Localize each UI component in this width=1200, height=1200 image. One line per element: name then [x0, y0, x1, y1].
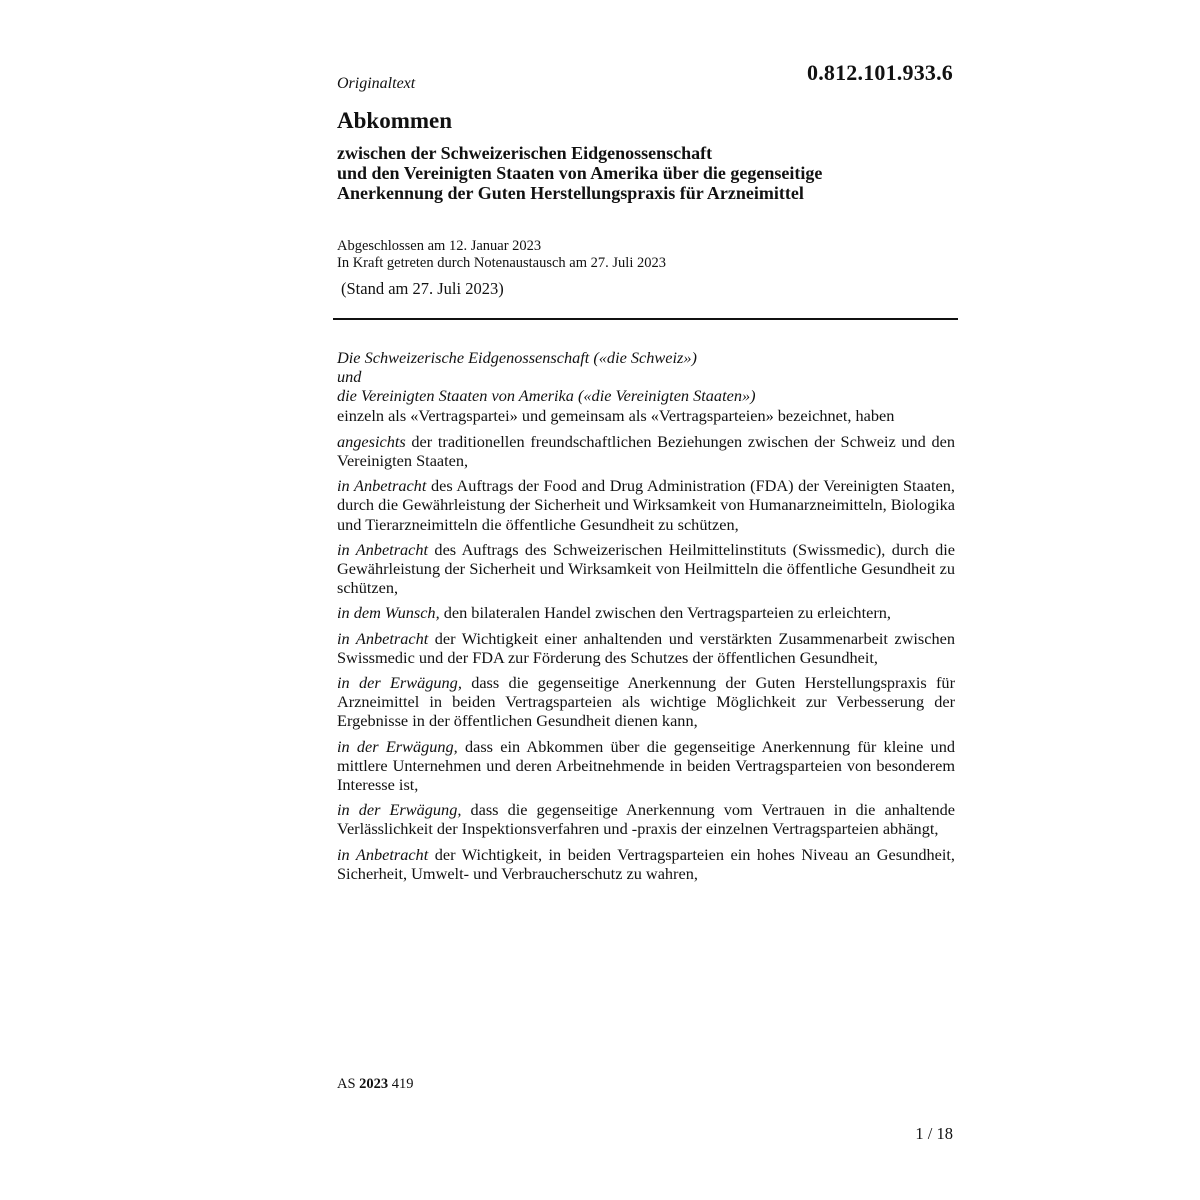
preamble-intro: einzeln als «Vertragspartei» und gemeinsam als «Vertragsparteien» bezeichnet, haben: [337, 405, 895, 425]
recital-lead: angesichts: [337, 431, 406, 451]
recital-lead: in Anbetracht: [337, 476, 427, 496]
header-divider: [333, 318, 958, 320]
recital-text: der traditionellen freundschaftlichen Beziehungen zwischen der Schweiz und den Vereinigten Staaten,: [337, 431, 955, 471]
recital: [337, 540, 955, 598]
preamble: [337, 348, 955, 889]
recital-text: dass die gegenseitige Anerkennung vom Vertrauen in die anhaltende Verlässlichkeit der Inspektionsverfahren und -praxis der einzelnen Vertragsparteien abhängt,: [337, 800, 955, 839]
as-page: 419: [391, 1076, 414, 1092]
subtitle-line: Anerkennung der Guten Herstellungspraxis für Arzneimittel: [337, 183, 804, 203]
party-line: Die Schweizerische Eidgenossenschaft («die Schweiz»): [337, 348, 697, 367]
document-title: Abkommen: [337, 108, 453, 133]
recital: [337, 737, 955, 795]
recital-text: der Wichtigkeit einer anhaltenden und verstärkten Zusammenarbeit zwischen Swissmedic und der FDA zur Förderung des Schutzes der öffentlichen Gesundheit,: [337, 628, 955, 667]
party-line: die Vereinigten Staaten von Amerika («die Vereinigten Staaten»): [337, 386, 756, 406]
recital: [337, 800, 955, 838]
recital: [337, 603, 955, 622]
subtitle-line: und den Vereinigten Staaten von Amerika über die gegenseitige: [337, 163, 823, 183]
recital-lead: in Anbetracht: [337, 844, 429, 864]
status-date: (Stand am 27. Juli 2023): [341, 279, 504, 298]
recital-text: des Auftrags des Schweizerischen Heilmittelinstituts (Swissmedic), durch die Gewährleistung der Sicherheit und Wirksamkeit von Heilmitteln die öffentliche Gesundheit zu schützen,: [337, 539, 955, 598]
recital: [337, 673, 955, 731]
recital: [337, 845, 955, 883]
recital-lead: in Anbetracht: [337, 628, 429, 648]
party-line: und: [337, 367, 362, 387]
recital-lead: in dem Wunsch,: [337, 603, 440, 623]
as-year: 2023: [359, 1076, 389, 1092]
recital-lead: in Anbetracht: [337, 539, 429, 559]
concluded-date: Abgeschlossen am 12. Januar 2023: [337, 238, 542, 254]
in-force-date: In Kraft getreten durch Notenaustausch am 27. Juli 2023: [337, 255, 666, 271]
parties: [337, 348, 955, 406]
official-compilation-reference: [337, 1076, 414, 1093]
document-subtitle: [337, 143, 957, 203]
subtitle-line: zwischen der Schweizerischen Eidgenossenschaft: [337, 143, 713, 163]
recital-lead: in der Erwägung,: [337, 800, 462, 820]
document-meta: [337, 238, 666, 272]
recital-text: des Auftrags der Food and Drug Administration (FDA) der Vereinigten Staaten, durch die Gewährleistung der Sicherheit und Wirksamkeit von Humanarzneimitteln, Biologika und Tierarzneimitteln die öffentliche Gesundheit zu schützen,: [337, 476, 955, 534]
page-number: 1 / 18: [915, 1124, 953, 1143]
original-text-label: Originaltext: [337, 75, 416, 92]
recital-text: dass ein Abkommen über die gegenseitige Anerkennung für kleine und mittlere Unternehmen und deren Arbeitnehmende in beiden Vertragsparteien von besonderem Interesse ist,: [337, 736, 955, 795]
recital-text: dass die gegenseitige Anerkennung der Guten Herstellungspraxis für Arzneimittel in beiden Vertragsparteien als wichtige Möglichkeit zur Verbesserung der Ergebnisse in der öffentlichen Gesundheit dienen kann,: [337, 673, 955, 731]
sr-number: 0.812.101.933.6: [807, 60, 953, 85]
recital: [337, 476, 955, 534]
document-page: [337, 0, 957, 1200]
recital-text: den bilateralen Handel zwischen den Vertragsparteien zu erleichtern,: [439, 603, 891, 623]
as-prefix: AS: [337, 1076, 356, 1092]
recital-lead: in der Erwägung,: [337, 736, 458, 756]
recital-lead: in der Erwägung,: [337, 673, 462, 693]
recital: [337, 629, 955, 667]
recital-text: der Wichtigkeit, in beiden Vertragsparteien ein hohes Niveau an Gesundheit, Sicherheit, Umwelt- und Verbraucherschutz zu wahren,: [337, 844, 955, 883]
recital: [337, 432, 955, 470]
